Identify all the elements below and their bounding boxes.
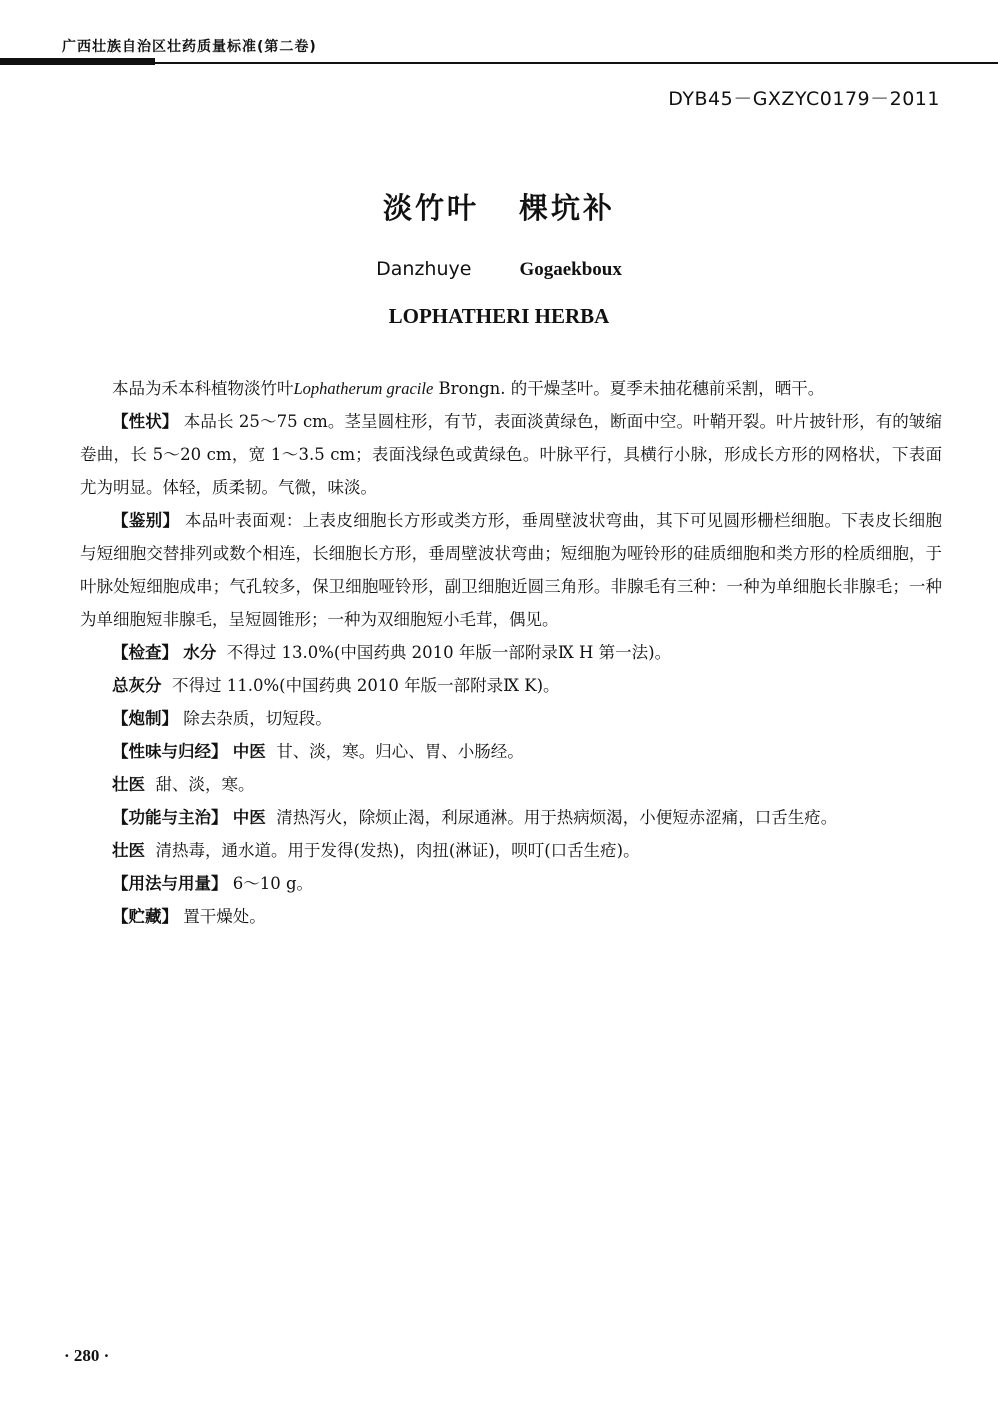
page-number: · 280 · — [64, 1346, 110, 1365]
sub-label: 壮医 — [112, 841, 145, 860]
section-label: 【功能与主治】 — [112, 808, 228, 827]
monograph-title — [0, 186, 998, 227]
section-xingwei-zhuang: 壮医 甜、淡，寒。 — [112, 775, 255, 794]
sub-label: 水分 — [183, 643, 217, 662]
running-header: 广西壮族自治区壮药质量标准(第二卷) — [62, 39, 317, 55]
section-gongneng: 【功能与主治】 中医 清热泻火，除烦止渴，利尿通淋。用于热病烦渴，小便短赤涩痛，口舌生疮。 — [112, 808, 838, 827]
section-jianbie: 【鉴别】 本品叶表面观：上表皮细胞长方形或类方形，垂周壁波状弯曲，其下可见圆形栅栏细胞。下表皮长细胞与短细胞交替排列或数个相连，长细胞长方形，垂周壁波状弯曲；短细胞为哑铃形的硅质细胞和类方形的栓质细胞，于叶脉处短细胞成串；气孔较多，保卫细胞哑铃形，副卫细胞近圆三角形。非腺毛有三种：一种为单细胞长非腺毛；一种为单细胞短非腺毛，呈短圆锥形；一种为双细胞短小毛茸，偶见。 — [80, 511, 942, 629]
section-xingwei: 【性味与归经】 中医 甘、淡，寒。归心、胃、小肠经。 — [112, 742, 524, 761]
header-rule — [0, 58, 998, 65]
monograph-body — [80, 372, 942, 933]
name-zhuang-roman: Gogaekboux — [519, 259, 622, 280]
section-zonghuifen: 总灰分 不得过 11.0%(中国药典 2010 年版一部附录Ⅸ K)。 — [112, 676, 560, 695]
section-yongfa: 【用法与用量】 6～10 g。 — [112, 874, 314, 893]
section-zhucang: 【贮藏】 置干燥处。 — [112, 907, 266, 926]
sub-label: 中医 — [232, 742, 266, 761]
monograph-subtitle — [0, 258, 998, 281]
species-name: Lophatherum gracile — [293, 379, 434, 398]
name-chinese: 淡竹叶 — [382, 191, 479, 225]
section-label: 【性状】 — [112, 412, 179, 431]
name-zhuang: 棵坑补 — [519, 191, 616, 225]
sub-label: 总灰分 — [112, 676, 162, 695]
section-label: 【性味与归经】 — [112, 742, 228, 761]
section-gongneng-zhuang: 壮医 清热毒，通水道。用于发得(发热)，肉扭(淋证)，呗叮(口舌生疮)。 — [112, 841, 640, 860]
section-label: 【用法与用量】 — [112, 874, 228, 893]
sub-label: 壮医 — [112, 775, 145, 794]
section-label: 【检查】 — [112, 643, 178, 662]
section-label: 【鉴别】 — [112, 511, 180, 530]
section-paozhi: 【炮制】 除去杂质，切短段。 — [112, 709, 332, 728]
section-label: 【炮制】 — [112, 709, 178, 728]
section-label: 【贮藏】 — [112, 907, 178, 926]
sub-label: 中医 — [232, 808, 266, 827]
standard-code: DYB45－GXZYC0179－2011 — [668, 88, 940, 110]
section-xingzhuang: 【性状】 本品长 25～75 cm。茎呈圆柱形，有节，表面淡黄绿色，断面中空。叶鞘开裂。叶片披针形，有的皱缩卷曲，长 5～20 cm，宽 1～3.5 cm；表面浅绿色或黄绿色。叶脉平行，具横行小脉，形成长方形的网格状，下表面尤为明显。体轻，质柔韧。气微，味淡。 — [80, 412, 943, 497]
name-pinyin: Danzhuye — [376, 258, 472, 280]
latin-name: LOPHATHERI HERBA — [388, 304, 610, 328]
intro-paragraph: 本品为禾本科植物淡竹叶Lophatherum gracile Brongn. 的干燥茎叶。夏季未抽花穗前采割，晒干。 — [112, 379, 825, 398]
section-jiancha: 【检查】 水分 不得过 13.0%(中国药典 2010 年版一部附录Ⅸ H 第一法)。 — [112, 643, 672, 662]
